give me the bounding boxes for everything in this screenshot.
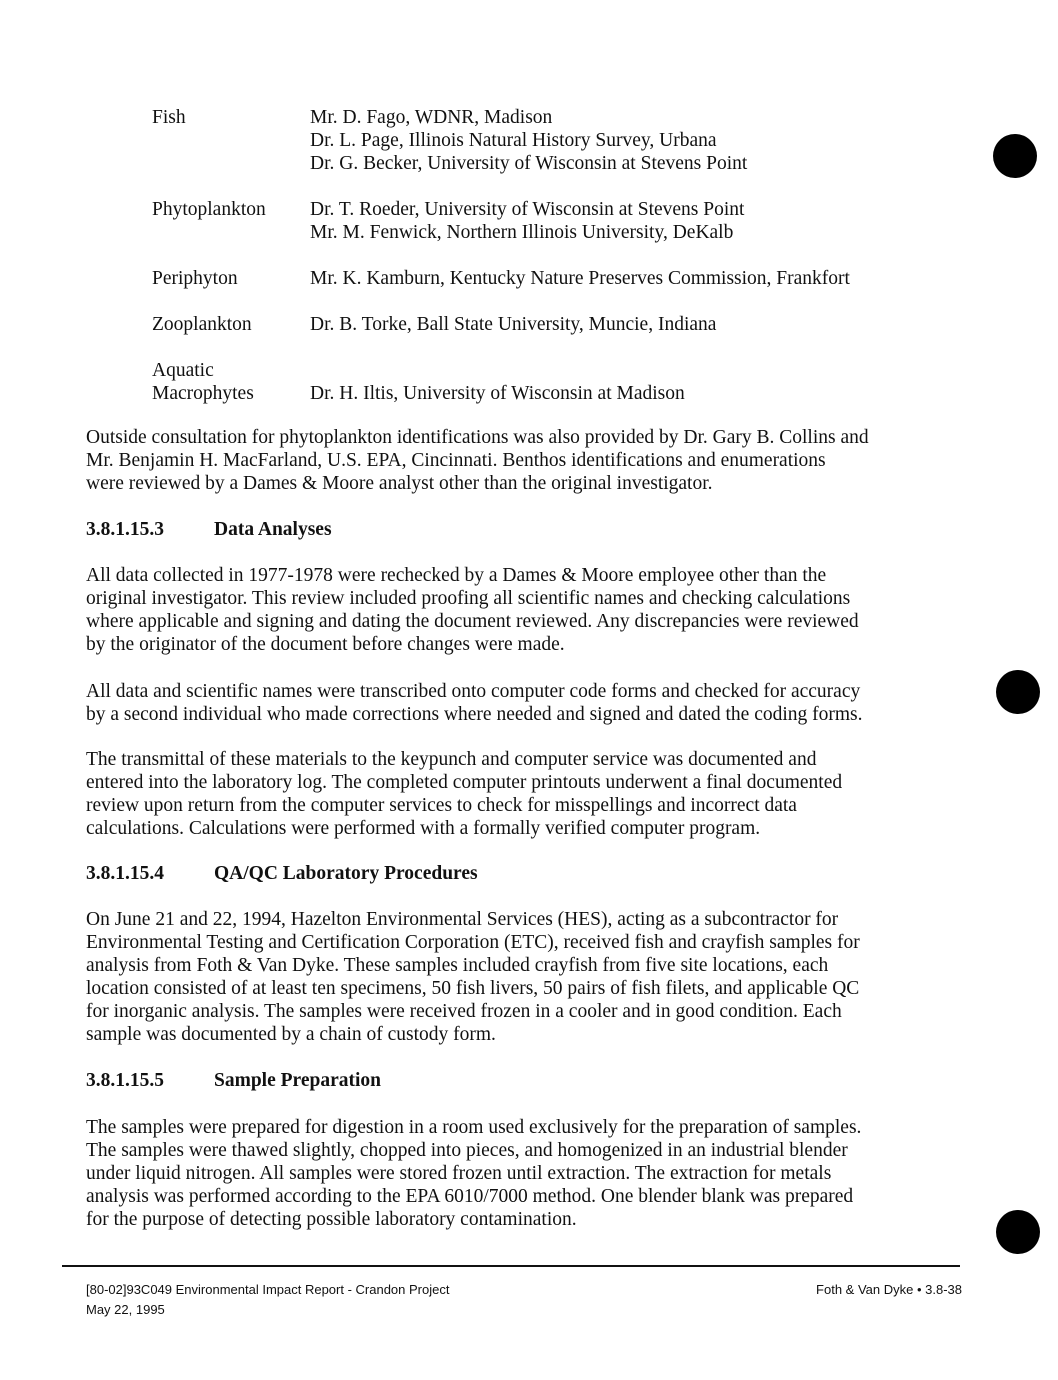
text-line: for the purpose of detecting possible laboratory contamination. [86,1209,577,1230]
text-line: where applicable and signing and dating the document reviewed. Any discrepancies were reviewed [86,611,859,632]
paragraph [86,908,966,1046]
specialist-name: Dr. L. Page, Illinois Natural History Survey, Urbana [310,130,717,151]
revision-mark [993,134,1037,178]
text-line: The transmittal of these materials to the keypunch and computer service was documented and [86,749,817,770]
text-line: analysis was performed according to the EPA 6010/7000 method. One blender blank was prepared [86,1186,854,1207]
section-heading [86,862,478,885]
text-line: were reviewed by a Dames & Moore analyst other than the original investigator. [86,473,713,494]
specialist-list [152,106,972,428]
paragraph [86,564,966,656]
specialist-category: Zooplankton [152,314,252,335]
category-line: Macrophytes [152,383,254,404]
footer-date: May 22, 1995 [86,1302,165,1317]
specialist-row [152,198,972,244]
paragraph [86,748,966,840]
specialist-names [310,198,972,244]
text-line: original investigator. This review included proofing all scientific names and checking calculations [86,588,851,609]
specialist-names [310,313,972,336]
footer-page-number: Foth & Van Dyke • 3.8-38 [816,1282,962,1297]
text-line: by the originator of the document before changes were made. [86,634,565,655]
footer-project-line: [80-02]93C049 Environmental Impact Report - Crandon Project [86,1282,450,1297]
text-line: for inorganic analysis. The samples were received frozen in a cooler and in good condition. Each [86,1001,842,1022]
specialist-row [152,359,972,405]
section-title: Data Analyses [214,519,332,540]
section-heading [86,518,332,541]
specialist-name: Dr. T. Roeder, University of Wisconsin at Stevens Point [310,199,745,220]
specialist-names [310,106,972,175]
specialist-names [310,267,972,290]
text-line: sample was documented by a chain of custody form. [86,1024,496,1045]
specialist-category [152,359,310,405]
footer-document-info [86,1280,449,1320]
specialist-names [310,359,972,405]
specialist-name: Dr. B. Torke, Ball State University, Muncie, Indiana [310,314,717,335]
text-line: On June 21 and 22, 1994, Hazelton Environmental Services (HES), acting as a subcontractor for [86,909,839,930]
text-line: The samples were prepared for digestion in a room used exclusively for the preparation of samples. [86,1117,862,1138]
specialist-row [152,106,972,175]
section-number: 3.8.1.15.4 [86,863,164,884]
text-line: entered into the laboratory log. The completed computer printouts underwent a final documented [86,772,843,793]
text-line: review upon return from the computer services to check for misspellings and incorrect data [86,795,797,816]
text-line: calculations. Calculations were performed with a formally verified computer program. [86,818,761,839]
paragraph [86,680,966,726]
specialist-name: Mr. K. Kamburn, Kentucky Nature Preserves Commission, Frankfort [310,268,850,289]
specialist-name: Mr. M. Fenwick, Northern Illinois University, DeKalb [310,222,734,243]
text-line: under liquid nitrogen. All samples were stored frozen until extraction. The extraction for metals [86,1163,832,1184]
text-line: Mr. Benjamin H. MacFarland, U.S. EPA, Cincinnati. Benthos identifications and enumerations [86,450,826,471]
text-line: Environmental Testing and Certification Corporation (ETC), received fish and crayfish samples for [86,932,860,953]
category-line: Aquatic [152,360,214,381]
section-heading [86,1069,381,1092]
revision-mark [996,670,1040,714]
consultation-paragraph [86,426,966,495]
revision-mark [996,1210,1040,1254]
section-number: 3.8.1.15.3 [86,519,164,540]
text-line: The samples were thawed slightly, chopped into pieces, and homogenized in an industrial blender [86,1140,848,1161]
text-line: All data and scientific names were transcribed onto computer code forms and checked for accuracy [86,681,861,702]
specialist-category: Fish [152,107,186,128]
specialist-row [152,313,972,336]
text-line: location consisted of at least ten specimens, 50 fish livers, 50 pairs of fish filets, and applicable QC [86,978,860,999]
specialist-row [152,267,972,290]
text-line: by a second individual who made corrections where needed and signed and dated the coding forms. [86,704,863,725]
text-line: analysis from Foth & Van Dyke. These samples included crayfish from five site locations, each [86,955,829,976]
footer-rule [62,1265,960,1267]
section-number: 3.8.1.15.5 [86,1070,164,1091]
paragraph [86,1116,966,1231]
text-line: Outside consultation for phytoplankton identifications was also provided by Dr. Gary B. Collins and [86,427,869,448]
specialist-name: Mr. D. Fago, WDNR, Madison [310,107,553,128]
specialist-category: Phytoplankton [152,199,266,220]
section-title: QA/QC Laboratory Procedures [214,863,478,884]
specialist-category: Periphyton [152,268,238,289]
specialist-name: Dr. H. Iltis, University of Wisconsin at Madison [310,383,685,404]
specialist-name: Dr. G. Becker, University of Wisconsin at Stevens Point [310,153,748,174]
text-line: All data collected in 1977-1978 were rechecked by a Dames & Moore employee other than the [86,565,827,586]
section-title: Sample Preparation [214,1070,382,1091]
